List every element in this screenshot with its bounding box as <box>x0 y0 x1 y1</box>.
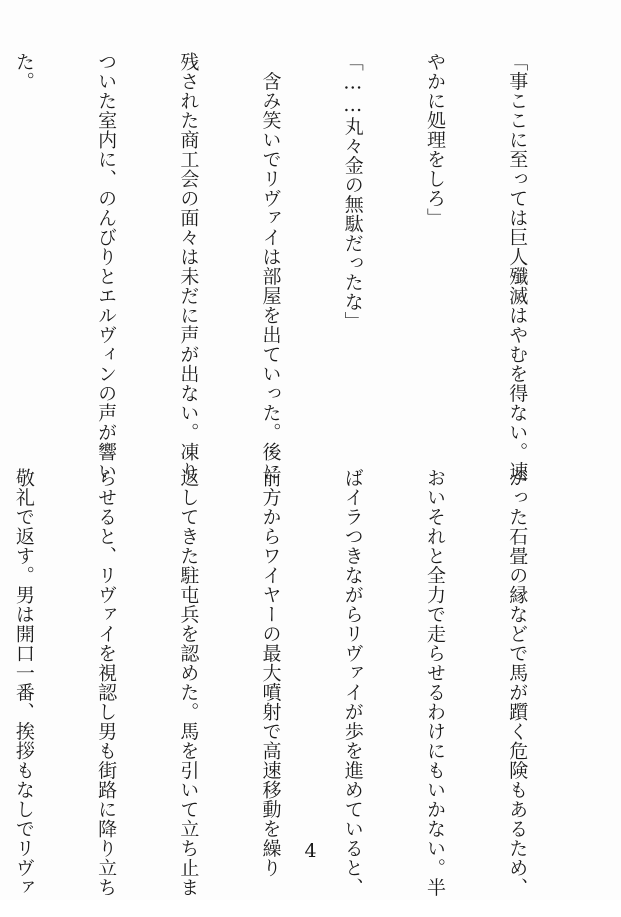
text-line: 残された商工会の面々は未だに声が出ない。凍り <box>177 52 200 481</box>
text-line: 「……丸々金の無駄だったな」 <box>341 52 364 331</box>
text-line: 前方からワイヤーの最大噴射で高速移動を繰り <box>259 468 282 878</box>
text-line: 返してきた駐屯兵を認めた。馬を引いて立ち止ま <box>177 468 200 897</box>
text-block-top <box>0 52 585 481</box>
text-line: がった石畳の縁などで馬が躓く危険もあるため、 <box>506 468 529 897</box>
text-line: ばイラつきながらリヴァイが歩を進めていると、 <box>341 468 364 897</box>
page-number: 4 <box>304 840 317 862</box>
text-line: ついた室内に、のんびりとエルヴィンの声が響い <box>95 52 118 481</box>
text-line: 「事ここに至っては巨人殲滅はやむを得ない。速 <box>506 52 529 481</box>
text-line: やかに処理をしろ」 <box>423 52 446 228</box>
text-line: 含み笑いでリヴァイは部屋を出ていった。後に <box>259 52 282 481</box>
text-line: 敬礼で返す。男は開口一番、挨拶もなしでリヴァ <box>12 468 35 897</box>
text-line: た。 <box>12 52 35 91</box>
text-block-bottom <box>0 468 585 897</box>
text-line: らせると、リヴァイを視認し男も街路に降り立ち <box>95 468 118 897</box>
text-line: おいそれと全力で走らせるわけにもいかない。半 <box>423 468 446 897</box>
